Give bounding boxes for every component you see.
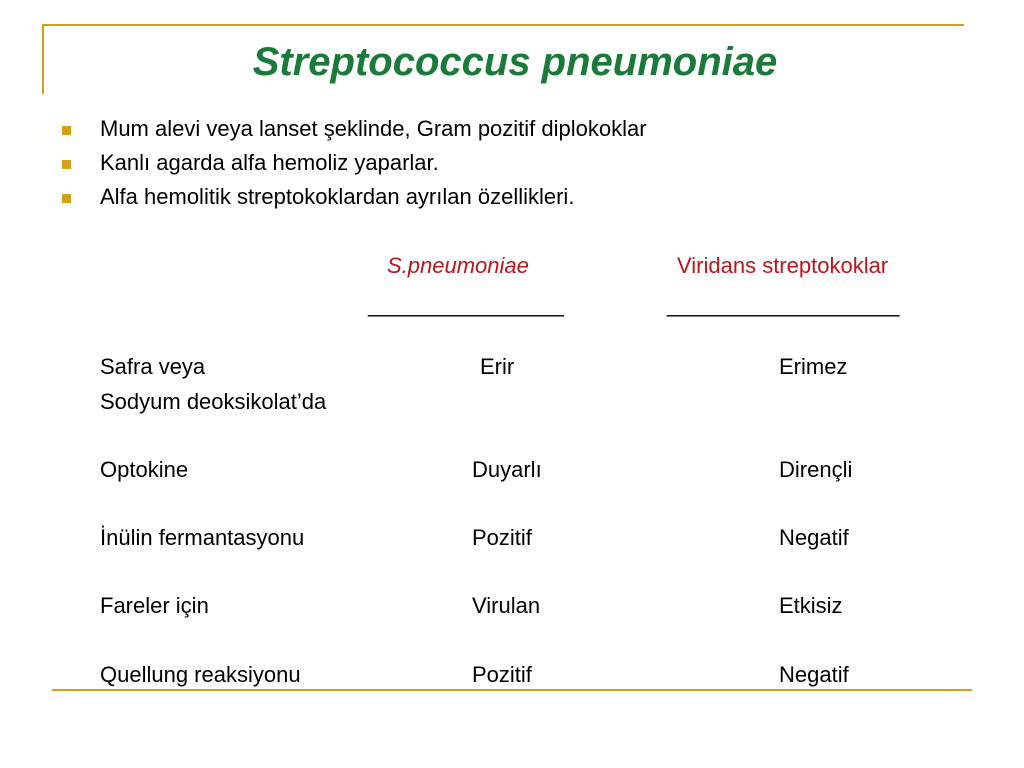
- column-header-spneumoniae: S.pneumoniae: [387, 253, 529, 278]
- square-bullet-icon: [62, 160, 71, 169]
- cell-spneumoniae: Pozitif: [472, 662, 532, 687]
- square-bullet-icon: [62, 126, 71, 135]
- frame-top-line: [42, 24, 964, 26]
- cell-viridans: Etkisiz: [779, 593, 843, 618]
- square-bullet-icon: [62, 194, 71, 203]
- cell-spneumoniae: Erir: [480, 354, 515, 379]
- cell-viridans: Dirençli: [779, 457, 853, 482]
- cell-spneumoniae: Duyarlı: [472, 457, 542, 482]
- column-underline-spneumoniae: ________________: [368, 292, 564, 317]
- row-feature-label: Optokine: [100, 457, 189, 482]
- bullet-text: Alfa hemolitik streptokoklardan ayrılan özellikleri.: [100, 184, 575, 209]
- column-underline-viridans: ___________________: [667, 292, 900, 317]
- cell-viridans: Negatif: [779, 662, 849, 687]
- row-feature-label-cont: Sodyum deoksikolat’da: [100, 389, 327, 414]
- row-feature-label: Quellung reaksiyonu: [100, 662, 301, 687]
- cell-viridans: Negatif: [779, 525, 849, 550]
- cell-spneumoniae: Pozitif: [472, 525, 532, 550]
- cell-viridans: Erimez: [779, 354, 848, 379]
- slide-title: Streptococcus pneumoniae: [252, 40, 778, 84]
- row-feature-label: Fareler için: [100, 593, 209, 618]
- cell-spneumoniae: Virulan: [472, 593, 541, 618]
- bullet-text: Mum alevi veya lanset şeklinde, Gram pozitif diplokoklar: [100, 116, 647, 141]
- column-header-viridans: Viridans streptokoklar: [677, 253, 889, 278]
- bullet-text: Kanlı agarda alfa hemoliz yaparlar.: [100, 150, 439, 175]
- row-feature-label: Safra veya: [100, 354, 206, 379]
- row-feature-label: İnülin fermantasyonu: [100, 525, 305, 550]
